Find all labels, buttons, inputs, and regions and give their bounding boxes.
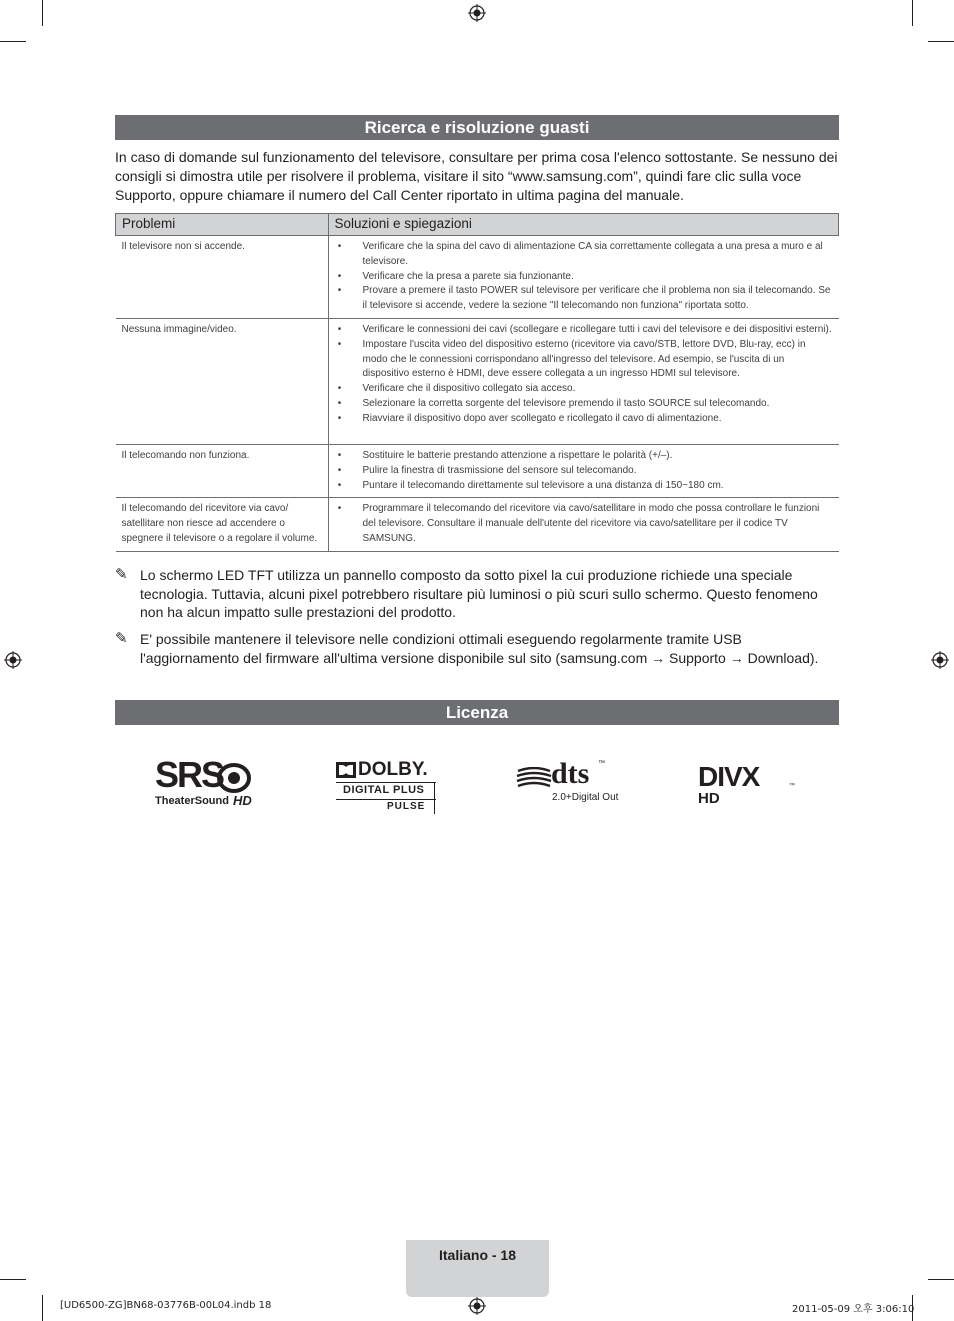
divx-logo-mark: DIVX — [698, 761, 760, 792]
registration-mark-icon — [468, 4, 486, 22]
divx-logo-tm: ™ — [789, 783, 795, 789]
solution-cell — [328, 498, 839, 551]
solution-list — [335, 323, 833, 427]
note — [115, 630, 839, 667]
crop-mark — [42, 0, 43, 26]
list-item: • Programmare il telecomando del ricevitore via cavo/satellitare in modo che possa controllare le funzioni del televisore. Consultare il manuale dell'utente del ricevitore via cavo/satellitare per il codice TV SAMSUNG. — [357, 502, 833, 546]
crop-mark — [42, 1295, 43, 1321]
list-item: • Pulire la finestra di trasmissione del sensore sul telecomando. — [357, 464, 833, 479]
note-text: Lo schermo LED TFT utilizza un pannello composto da sotto pixel la cui produzione richiede una speciale tecnologia. Tuttavia, alcuni pixel potrebbero risultare più luminosi o più scuri sullo schermo. Questo fenomeno non ha alcun impatto sulle prestazioni del prodotto. — [140, 567, 818, 621]
header-solutions: Soluzioni e spiegazioni — [328, 214, 839, 236]
list-item: • Verificare che la presa a parete sia funzionante. — [357, 270, 833, 285]
dts-logo-mark: dts — [551, 757, 590, 790]
crop-mark — [0, 41, 26, 42]
solution-list — [335, 449, 833, 493]
solution-cell — [328, 236, 839, 319]
crop-mark — [928, 41, 954, 42]
list-item: • Selezionare la corretta sorgente del televisore premendo il tasto SOURCE sul telecomando. — [357, 397, 833, 412]
page-number-tab: Italiano - 18 — [406, 1240, 549, 1297]
dts-logo-tm: ™ — [598, 760, 605, 767]
table-header-row — [116, 214, 839, 236]
registration-mark-icon — [468, 1297, 486, 1315]
srs-theatersound-logo — [155, 755, 257, 811]
problem-cell: Il telecomando del ricevitore via cavo/ satellitare non riesce ad accendere o spegnere il televisore o a regolare il volume. — [116, 498, 329, 551]
dolby-logo-line1: DIGITAL PLUS — [343, 784, 425, 796]
crop-mark — [912, 0, 913, 26]
file-slug: [UD6500-ZG]BN68-03776B-00L04.indb 18 — [60, 1300, 272, 1311]
list-item: • Verificare che il dispositivo collegato sia acceso. — [357, 382, 833, 397]
srs-circle-icon — [217, 763, 251, 793]
dts-logo-text: 2.0+Digital Out — [552, 792, 619, 803]
dolby-digital-plus-logo — [336, 755, 438, 815]
license-logos — [115, 755, 839, 815]
divx-logo-hd: HD — [698, 790, 720, 807]
header-problems: Problemi — [116, 214, 329, 236]
list-item: • Verificare le connessioni dei cavi (scollegare e ricollegare tutti i cavi del televisore e dei dispositivi esterni). — [357, 323, 833, 338]
print-timestamp: 2011-05-09 오후 3:06:10 — [792, 1304, 915, 1315]
dts-digital-out-logo — [516, 755, 620, 811]
list-item: • Impostare l'uscita video del dispositivo esterno (ricevitore via cavo/STB, lettore DVD, Blu-ray, ecc) in modo che le connessioni corrispondano all'ingresso del televisore. Ad esempio, se l'uscita di un dispositivo esterno è HDMI, deve essere collegata a un ingresso HDMI sul televisore. — [357, 338, 833, 382]
troubleshooting-table — [115, 213, 839, 552]
dolby-logo-mark: DOLBY. — [358, 759, 428, 780]
divx-hd-logo — [698, 755, 798, 811]
list-item: • Puntare il telecomando direttamente sul televisore a una distanza di 150~180 cm. — [357, 479, 833, 494]
solution-cell — [328, 444, 839, 497]
note-pencil-icon: ✎ — [115, 566, 128, 583]
table-row — [116, 498, 839, 551]
table-row — [116, 444, 839, 497]
note — [115, 566, 839, 622]
solution-list — [335, 502, 833, 546]
section-title-troubleshooting: Ricerca e risoluzione guasti — [115, 115, 839, 140]
intro-paragraph: In caso di domande sul funzionamento del televisore, consultare per prima cosa l'elenco sottostante. Se nessuno dei consigli si dimostra utile per risolvere il problema, visitare il sito “www.samsung.com”, quindi fare clic sulla voce Supporto, oppure chiamare il numero del Call Center riportato in ultima pagina del manuale. — [115, 149, 838, 203]
notes — [115, 566, 839, 676]
crop-mark — [928, 1279, 954, 1280]
dolby-divider — [336, 799, 436, 800]
crop-mark — [0, 1279, 26, 1280]
section-title-license: Licenza — [115, 700, 839, 725]
dts-wave-icon — [516, 767, 552, 789]
dolby-logo-line2: PULSE — [387, 801, 426, 812]
problem-cell: Il telecomando non funziona. — [116, 444, 329, 497]
table-row — [116, 236, 839, 319]
problem-cell: Nessuna immagine/video. — [116, 318, 329, 444]
list-item: • Sostituire le batterie prestando attenzione a rispettare le polarità (+/–). — [357, 449, 833, 464]
list-item: • Riavviare il dispositivo dopo aver scollegato e ricollegato il cavo di alimentazione. — [357, 412, 833, 427]
dolby-double-d-icon — [336, 762, 356, 778]
dolby-divider — [336, 782, 436, 783]
solution-list — [335, 240, 833, 314]
registration-mark-icon — [931, 651, 949, 669]
note-pencil-icon: ✎ — [115, 630, 128, 648]
dolby-divider — [434, 782, 435, 814]
list-item: • Verificare che la spina del cavo di alimentazione CA sia correttamente collegata a una presa a muro e al televisore. — [357, 240, 833, 270]
solution-cell — [328, 318, 839, 444]
note-text: E' possibile mantenere il televisore nelle condizioni ottimali eseguendo regolarmente tramite USB l'aggiornamento del firmware all'ultima versione disponibile sul sito (samsung.com → Supporto → Download). — [140, 631, 819, 666]
problem-cell: Il televisore non si accende. — [116, 236, 329, 319]
srs-logo-text: TheaterSound — [155, 795, 229, 807]
list-item: • Provare a premere il tasto POWER sul televisore per verificare che il problema non sia il telecomando. Se il televisore si accende, vedere la sezione "Il telecomando non funziona" riportata sotto. — [357, 284, 833, 314]
table-row — [116, 318, 839, 444]
srs-logo-mark: SRS — [155, 754, 224, 795]
srs-logo-hd: HD — [233, 793, 252, 808]
registration-mark-icon — [4, 651, 22, 669]
